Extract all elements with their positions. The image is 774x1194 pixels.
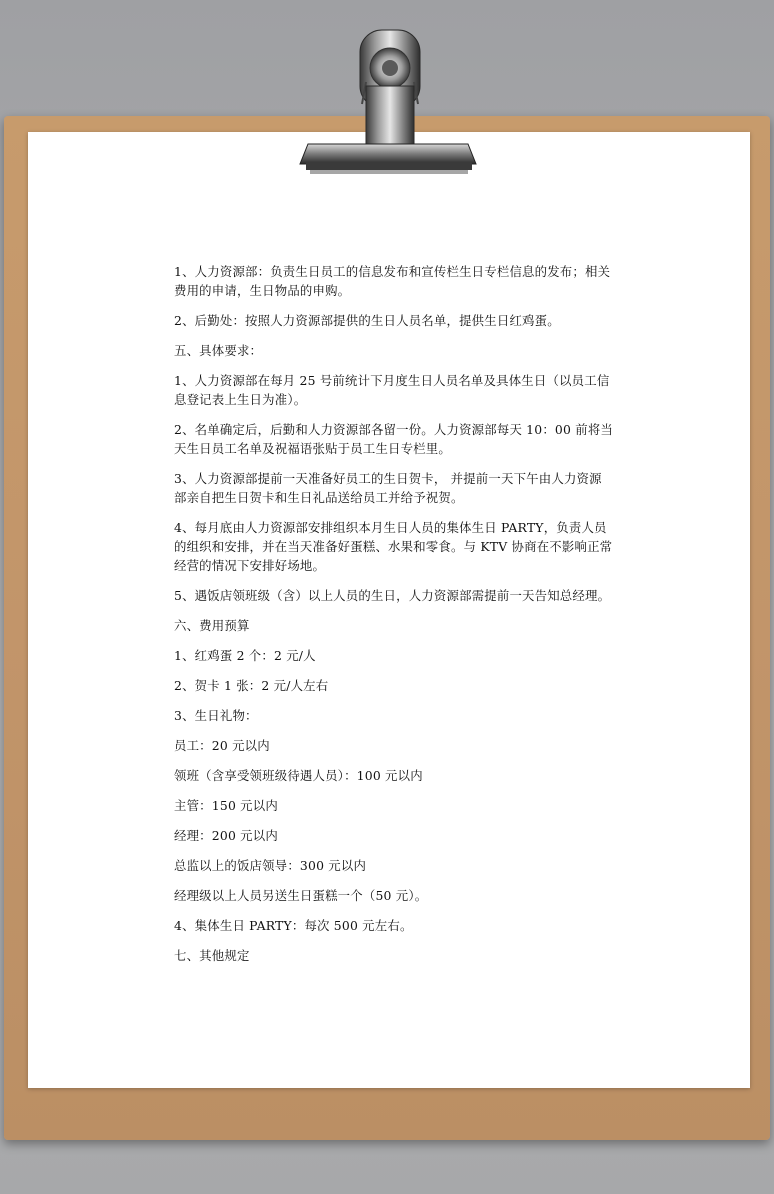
document-body	[174, 262, 614, 976]
paragraph-requirement-2: 2、名单确定后，后勤和人力资源部各留一份。人力资源部每天 10：00 前将当天生日员工名单及祝福语张贴于员工生日专栏里。	[174, 422, 614, 456]
paragraph-requirement-1: 1、人力资源部在每月 25 号前统计下月度生日人员名单及具体生日（以员工信息登记表上生日为准）。	[174, 373, 610, 407]
paragraph-requirement-5: 5、遇饭店领班级（含）以上人员的生日，人力资源部需提前一天告知总经理。	[174, 588, 611, 603]
budget-gift-employee: 员工：20 元以内	[174, 738, 270, 753]
budget-item-eggs: 1、红鸡蛋 2 个：2 元/人	[174, 648, 316, 663]
budget-item-card: 2、贺卡 1 张：2 元/人左右	[174, 678, 329, 693]
budget-item-party: 4、集体生日 PARTY：每次 500 元左右。	[174, 918, 413, 933]
paragraph-hr-duty: 1、人力资源部：负责生日员工的信息发布和宣传栏生日专栏信息的发布；相关费用的申请，生日物品的申购。	[174, 264, 611, 298]
budget-gift-manager: 经理：200 元以内	[174, 828, 278, 843]
budget-gift-cake: 经理级以上人员另送生日蛋糕一个（50 元）。	[174, 888, 428, 903]
budget-item-gift: 3、生日礼物：	[174, 708, 258, 723]
section-heading-budget: 六、费用预算	[174, 618, 250, 633]
budget-gift-foreman: 领班（含享受领班级待遇人员）：100 元以内	[174, 768, 423, 783]
budget-gift-director: 总监以上的饭店领导：300 元以内	[174, 858, 367, 873]
budget-gift-supervisor: 主管：150 元以内	[174, 798, 278, 813]
paragraph-logistics-duty: 2、后勤处：按照人力资源部提供的生日人员名单，提供生日红鸡蛋。	[174, 313, 560, 328]
paragraph-requirement-3: 3、人力资源部提前一天准备好员工的生日贺卡， 并提前一天下午由人力资源部亲自把生日贺卡和生日礼品送给员工并给予祝贺。	[174, 471, 602, 505]
paragraph-requirement-4: 4、每月底由人力资源部安排组织本月生日人员的集体生日 PARTY，负责人员的组织和安排，并在当天准备好蛋糕、水果和零食。与 KTV 协商在不影响正常经营的情况下安排好场地。	[174, 520, 613, 573]
binder-clip-icon	[296, 26, 481, 178]
section-heading-requirements: 五、具体要求：	[174, 343, 263, 358]
section-heading-other-rules: 七、其他规定	[174, 948, 250, 963]
